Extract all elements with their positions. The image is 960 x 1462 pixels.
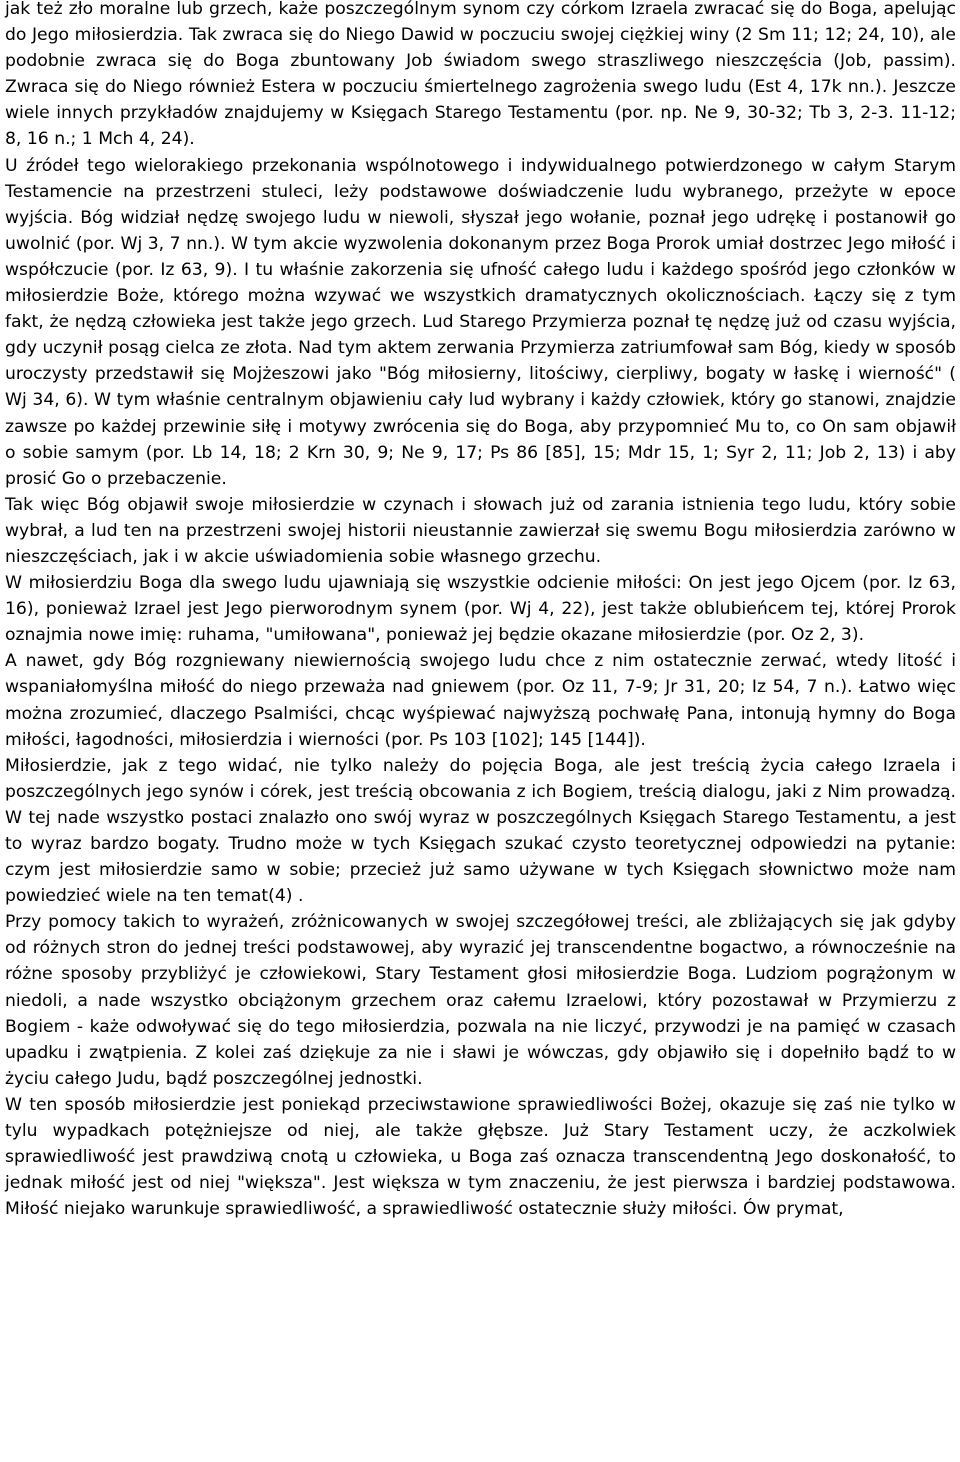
paragraph-4: W miłosierdziu Boga dla swego ludu ujawniają się wszystkie odcienie miłości: On jest jego Ojcem (por. Iz 63, 16), ponieważ Izrael jest Jego pierworodnym synem (por. Wj 4, 22), jest także oblubieńcem tej, której Prorok oznajmia nowe imię: ruhama, "umiłowana", ponieważ jej będzie okazane miłosierdzie (por. Oz 2, 3). (5, 573, 956, 646)
paragraph-5: A nawet, gdy Bóg rozgniewany niewiernością swojego ludu chce z nim ostatecznie zerwać, wtedy litość i wspaniałomyślna miłość do niego przeważa nad gniewem (por. Oz 11, 7-9; Jr 31, 20; Iz 54, 7 n.). Łatwo więc można zrozumieć, dlaczego Psalmiści, chcąc wyśpiewać najwyższą pochwałę Pana, intonują hymny do Boga miłości, łagodności, miłosierdzia i wierności (por. Ps 103 [102]; 145 [144]). (5, 651, 956, 750)
paragraph-7: Przy pomocy takich to wyrażeń, zróżnicowanych w swojej szczegółowej treści, ale zbliżających się jak gdyby od różnych stron do jednej treści podstawowej, aby wyrazić jej transcendentne bogactwo, a równocześnie na różne sposoby przybliżyć je człowiekowi, Stary Testament głosi miłosierdzie Boga. Ludziom pogrążonym w niedoli, a nade wszystko obciążonym grzechem oraz całemu Izraelowi, który pozostawał w Przymierzu z Bogiem - każe odwoływać się do tego miłosierdzia, pozwala na nie liczyć, przywodzi je na pamięć w czasach upadku i zwątpienia. Z kolei zaś dziękuje za nie i sławi je wówczas, gdy objawiło się i dopełniło bądź to w życiu całego Judu, bądź poszczególnej jednostki. (5, 912, 956, 1089)
paragraph-6: Miłosierdzie, jak z tego widać, nie tylko należy do pojęcia Boga, ale jest treścią życia całego Izraela i poszczególnych jego synów i córek, jest treścią obcowania z ich Bogiem, treścią dialogu, jaki z Nim prowadzą. W tej nade wszystko postaci znalazło ono swój wyraz w poszczególnych Księgach Starego Testamentu, a jest to wyraz bardzo bogaty. Trudno może w tych Księgach szukać czysto teoretycznej odpowiedzi na pytanie: czym jest miłosierdzie samo w sobie; przecież już samo używane w tych Księgach słownictwo może nam powiedzieć wiele na ten temat(4) . (5, 755, 956, 907)
paragraph-2: U źródeł tego wielorakiego przekonania wspólnotowego i indywidualnego potwierdzonego w całym Starym Testamencie na przestrzeni stuleci, leży podstawowe doświadczenie ludu wybranego, przeżyte w epoce wyjścia. Bóg widział nędzę swojego ludu w niewoli, słyszał jego wołanie, poznał jego udrękę i postanowił go uwolnić (por. Wj 3, 7 nn.). W tym akcie wyzwolenia dokonanym przez Boga Prorok umiał dostrzec Jego miłość i współczucie (por. Iz 63, 9). I tu właśnie zakorzenia się ufność całego ludu i każdego spośród jego członków w miłosierdzie Boże, którego można wzywać we wszystkich dramatycznych okolicznościach. Łączy się z tym fakt, że nędzą człowieka jest także jego grzech. Lud Starego Przymierza poznał tę nędzę już od czasu wyjścia, gdy uczynił posąg cielca ze złota. Nad tym aktem zerwania Przymierza zatriumfował sam Bóg, kiedy w sposób uroczysty przedstawił się Mojżeszowi jako "Bóg miłosierny, litościwy, cierpliwy, bogaty w łaskę i wierność" ( Wj 34, 6). W tym właśnie centralnym objawieniu cały lud wybrany i każdy człowiek, który go stanowi, znajdzie zawsze po każdej przewinie siłę i motywy zwrócenia się do Boga, aby przypomnieć Mu to, co On sam objawił o sobie samym (por. Lb 14, 18; 2 Krn 30, 9; Ne 9, 17; Ps 86 [85], 15; Mdr 15, 1; Syr 2, 11; Job 2, 13) i aby prosić Go o przebaczenie. (5, 155, 956, 489)
paragraph-8: W ten sposób miłosierdzie jest poniekąd przeciwstawione sprawiedliwości Bożej, okazuje się zaś nie tylko w tylu wypadkach potężniejsze od niej, ale także głębsze. Już Stary Testament uczy, że aczkolwiek sprawiedliwość jest prawdziwą cnotą u człowieka, u Boga zaś oznacza transcendentną Jego doskonałość, to jednak miłość jest od niej "większa". Jest większa w tym znaczeniu, że jest pierwsza i bardziej podstawowa. Miłość niejako warunkuje sprawiedliwość, a sprawiedliwość ostatecznie służy miłości. Ów prymat, (5, 1094, 956, 1220)
paragraph-1: jak też zło moralne lub grzech, każe poszczególnym synom czy córkom Izraela zwracać się do Boga, apelując do Jego miłosierdzia. Tak zwraca się do Niego Dawid w poczuciu swojej ciężkiej winy (2 Sm 11; 12; 24, 10), ale podobnie zwraca się do Boga zbuntowany Job świadom swego straszliwego nieszczęścia (Job, passim). Zwraca się do Niego również Estera w poczuciu śmiertelnego zagrożenia swego ludu (Est 4, 17k nn.). Jeszcze wiele innych przykładów znajdujemy w Księgach Starego Testamentu (por. np. Ne 9, 30-32; Tb 3, 2-3. 11-12; 8, 16 n.; 1 Mch 4, 24). (5, 0, 956, 150)
paragraph-3: Tak więc Bóg objawił swoje miłosierdzie w czynach i słowach już od zarania istnienia tego ludu, który sobie wybrał, a lud ten na przestrzeni swojej historii nieustannie zawierzał się swemu Bogu miłosierdzia zarówno w nieszczęściach, jak i w akcie uświadomienia sobie własnego grzechu. (5, 494, 956, 567)
